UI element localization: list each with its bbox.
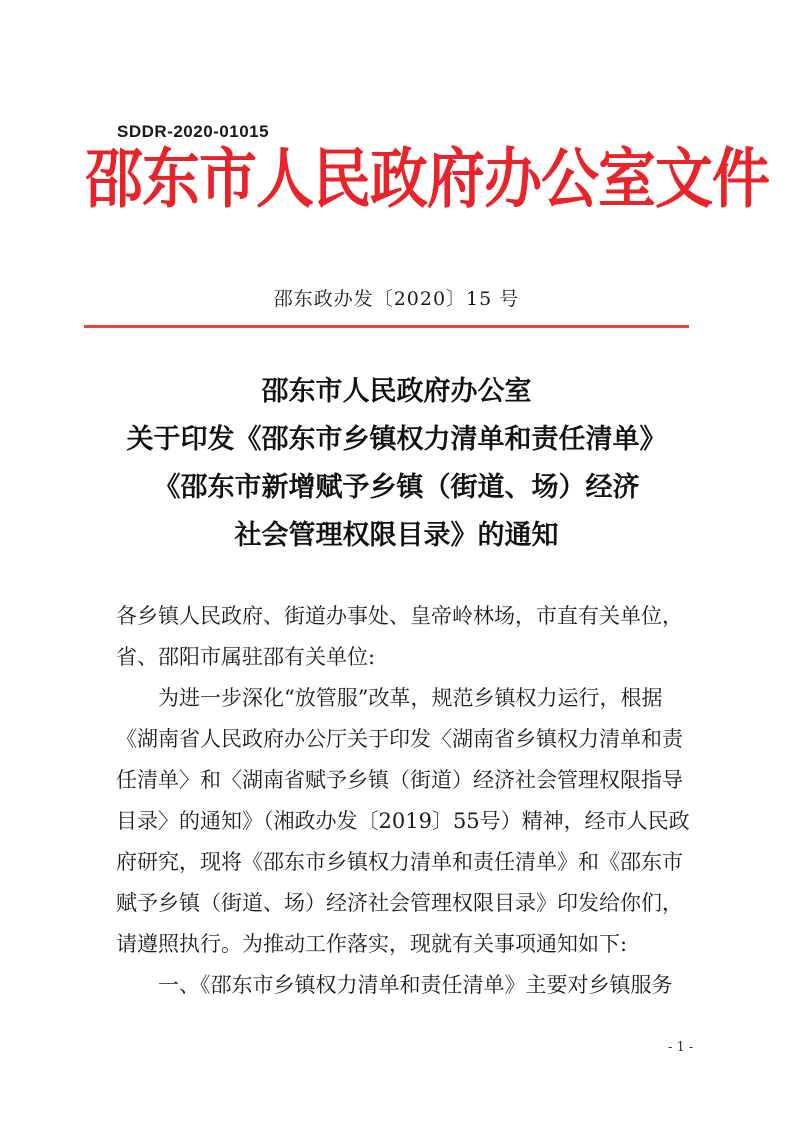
notice-title bbox=[0, 368, 793, 560]
body-line: 目录〉的通知》（湘政办发〔2019〕55号）精神，经市人民政 bbox=[116, 809, 690, 833]
title-line-3: 《邵东市新增赋予乡镇（街道、场）经济 bbox=[153, 472, 640, 503]
body-line: 府研究，现将《邵东市乡镇权力清单和责任清单》和《邵东市 bbox=[116, 850, 683, 874]
title-line-2: 关于印发《邵东市乡镇权力清单和责任清单》 bbox=[126, 424, 667, 455]
body-line: 一、《邵东市乡镇权力清单和责任清单》主要对乡镇服务 bbox=[116, 973, 673, 997]
page-number: - 1 - bbox=[668, 1040, 694, 1055]
body-line: 赋予乡镇（街道、场）经济社会管理权限目录》印发给你们， bbox=[116, 891, 683, 915]
body-line: 各乡镇人民政府、街道办事处、皇帝岭林场，市直有关单位， bbox=[116, 604, 683, 628]
notice-body bbox=[116, 596, 696, 1006]
body-line: 请遵照执行。为推动工作落实，现就有关事项通知如下: bbox=[116, 932, 628, 956]
body-line: 为进一步深化“放管服”改革，规范乡镇权力运行，根据 bbox=[116, 686, 663, 710]
body-line: 《湖南省人民政府办公厅关于印发〈湖南省乡镇权力清单和责 bbox=[116, 727, 683, 751]
body-line: 任清单〉和〈湖南省赋予乡镇（街道）经济社会管理权限指导 bbox=[116, 768, 683, 792]
title-line-4: 社会管理权限目录》的通知 bbox=[234, 520, 559, 551]
document-code: SDDR-2020-01015 bbox=[117, 122, 270, 141]
red-separator-line bbox=[84, 325, 689, 328]
title-line-1: 邵东市人民政府办公室 bbox=[261, 376, 532, 407]
masthead-title: 邵东市人民政府办公室文件 bbox=[85, 140, 770, 217]
body-line: 省、邵阳市属驻邵有关单位: bbox=[116, 645, 376, 669]
document-number: 邵东政办发〔2020〕15 号 bbox=[273, 288, 520, 310]
